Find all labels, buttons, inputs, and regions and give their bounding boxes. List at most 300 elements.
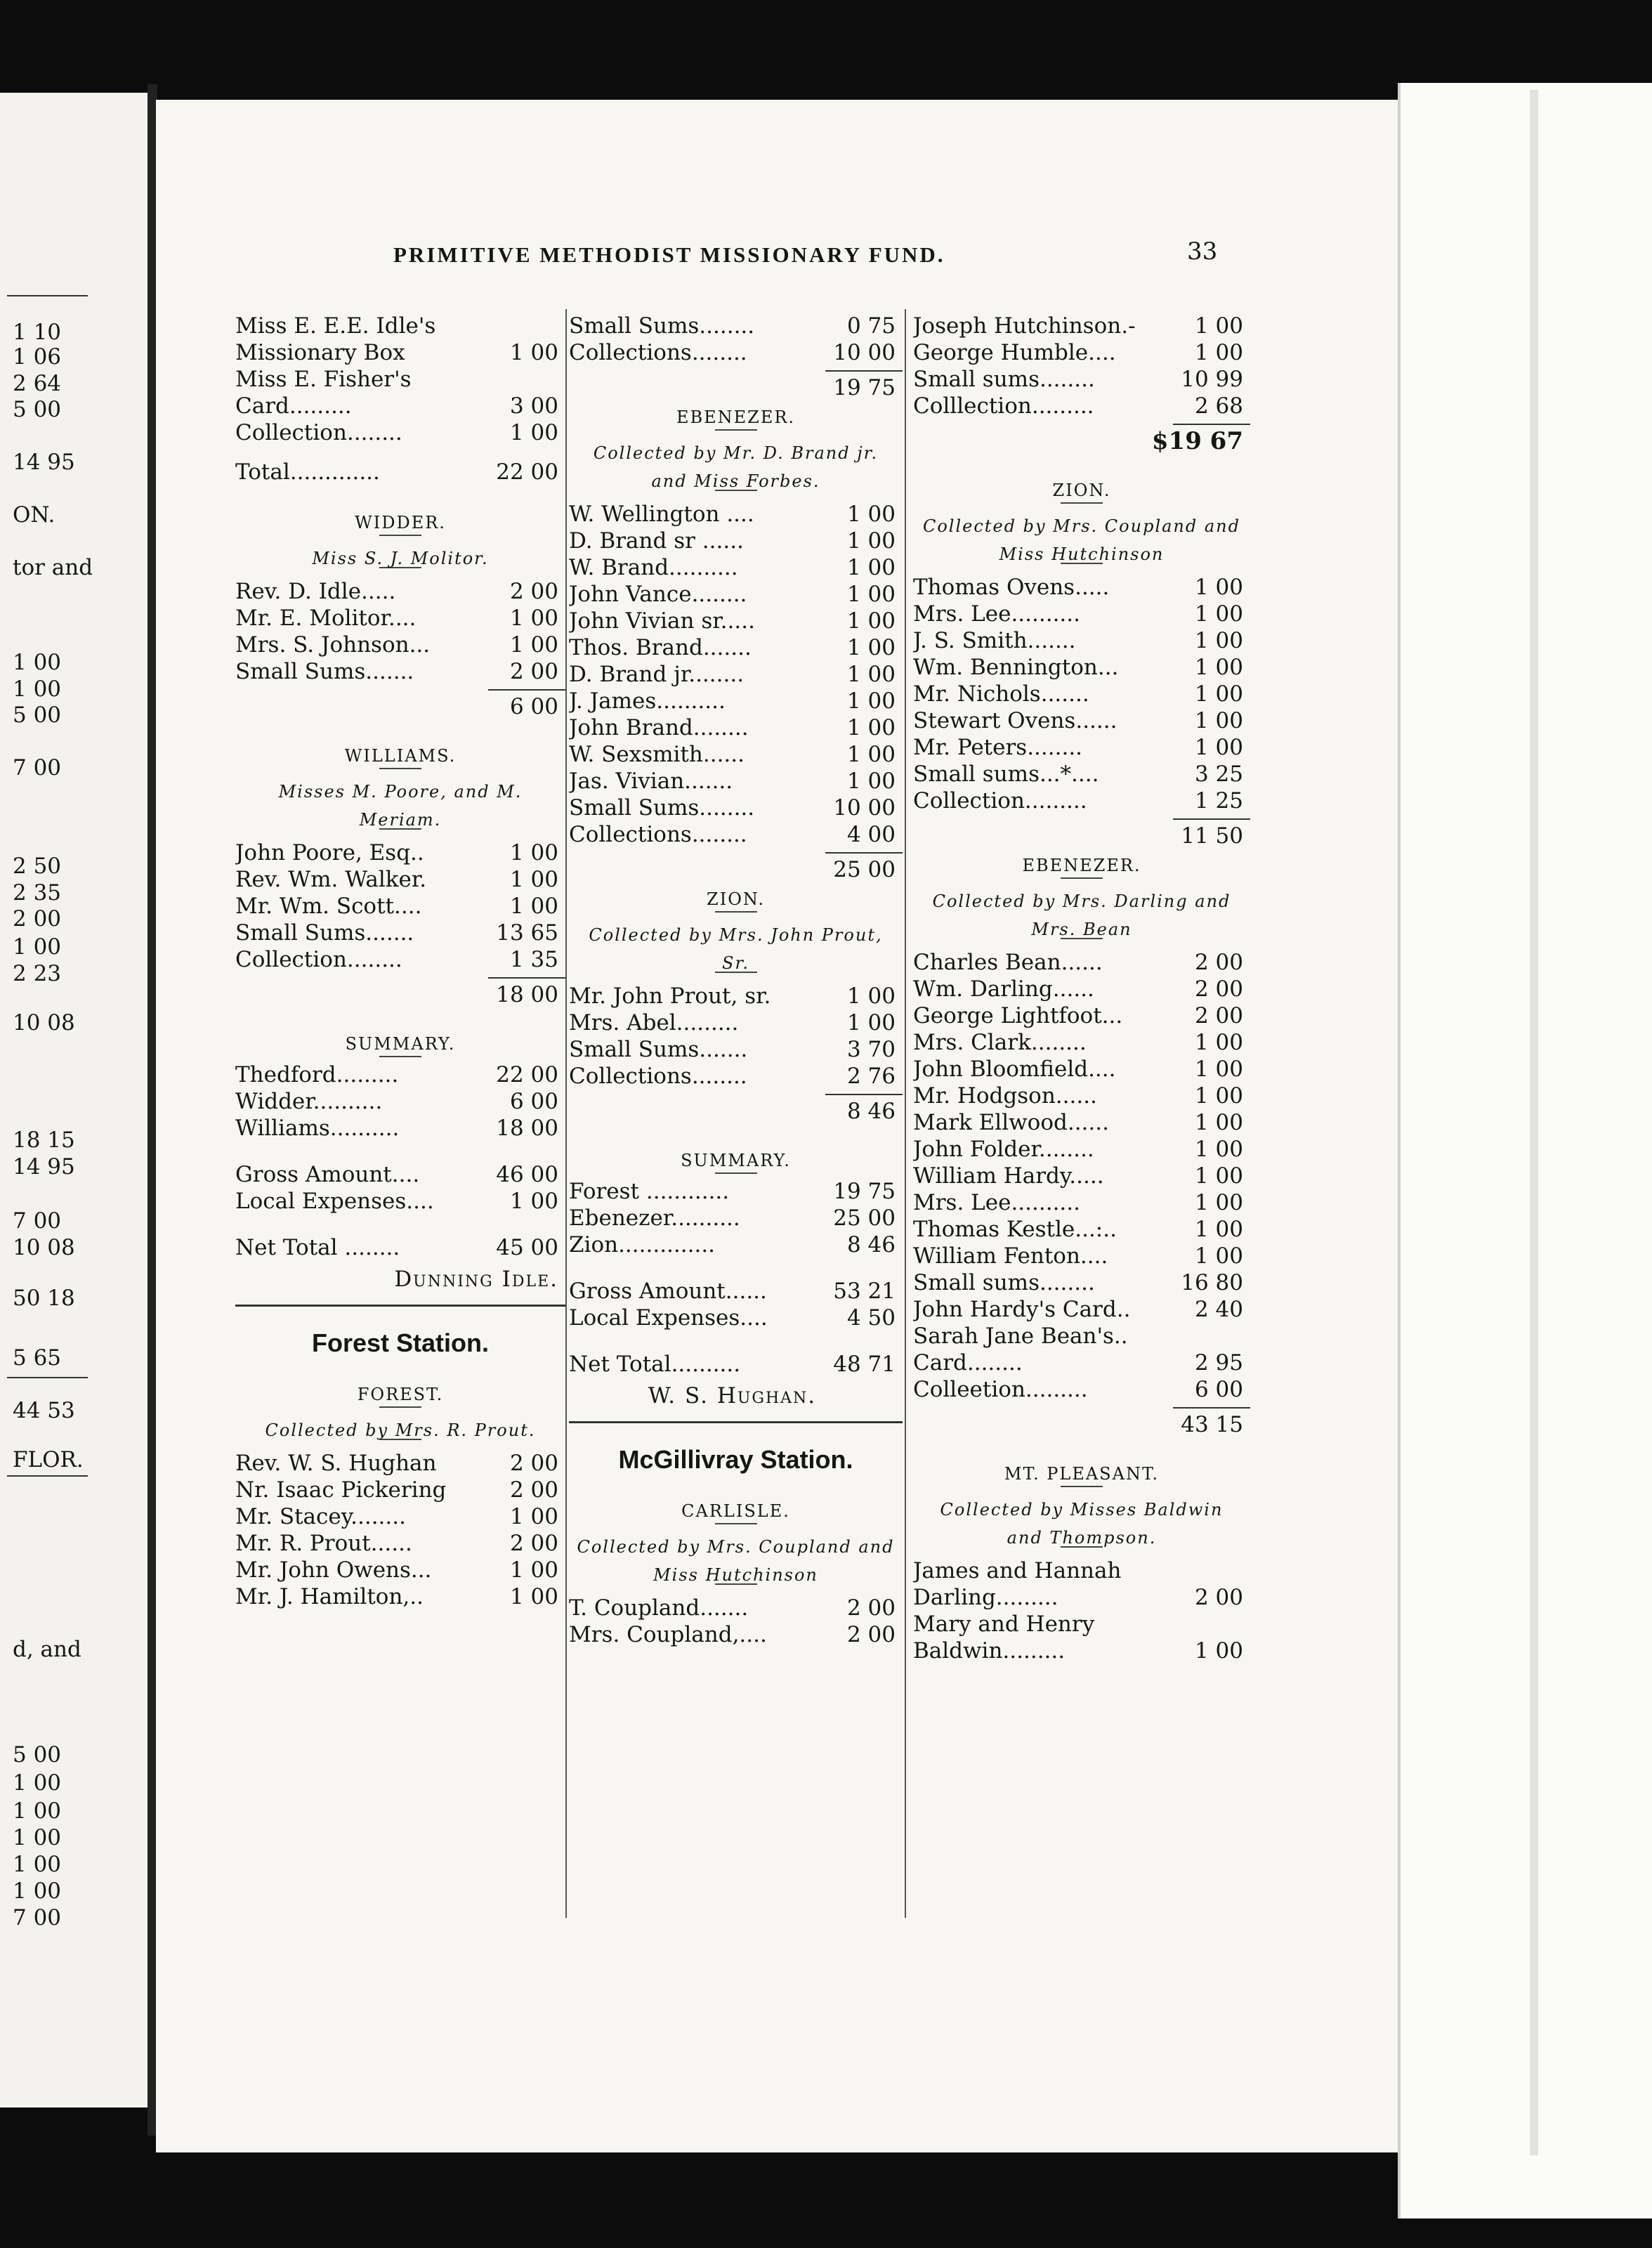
ledger-row <box>913 1243 1250 1269</box>
left-page-fragment: 1 00 <box>13 1852 62 1877</box>
entry-name: George Lightfoot... <box>913 1003 1123 1028</box>
ledger-row <box>569 501 903 528</box>
entry-amount: 1 00 <box>846 608 896 634</box>
collector-widder: Miss S. J. Molitor. <box>235 540 565 578</box>
ledger-row <box>913 788 1250 814</box>
column-divider <box>565 309 567 1918</box>
entry-name: Mary and Henry <box>913 1612 1095 1637</box>
entry-amount: 1 00 <box>846 528 896 554</box>
entry-name: Wm. Darling...... <box>913 976 1094 1002</box>
left-page-fragment: FLOR. <box>13 1447 84 1472</box>
entry-amount: 1 00 <box>509 340 558 365</box>
ledger-row <box>913 339 1250 366</box>
entry-amount: 1 00 <box>509 1504 558 1529</box>
carlisle-list <box>569 1595 903 1648</box>
entry-amount: 2 00 <box>1194 1003 1243 1028</box>
entry-name: Mr. Stacey........ <box>235 1504 406 1529</box>
ledger-row <box>235 393 565 419</box>
entry-amount: 1 00 <box>846 984 896 1009</box>
ledger-row <box>913 1136 1250 1163</box>
col3-top-total: $19 67 <box>913 424 1250 453</box>
entry-amount: 6 00 <box>1194 1377 1243 1402</box>
entry-name: Mrs. Coupland,.... <box>569 1622 767 1647</box>
left-page-fragment: 2 50 <box>13 854 62 879</box>
ledger-row <box>569 1231 903 1258</box>
entry-name: Mrs. Lee.......... <box>913 601 1080 627</box>
ledger-row <box>235 632 565 658</box>
widder-total: 6 00 <box>235 689 565 719</box>
net-total-row <box>235 1234 565 1261</box>
col1-top-list <box>235 313 565 446</box>
ledger-row <box>913 627 1250 654</box>
entry-amount: 1 00 <box>1194 681 1243 707</box>
entry-name: Zion.............. <box>569 1232 716 1257</box>
entry-name: Collections........ <box>569 1064 747 1089</box>
left-page-fragment: ON. <box>13 502 55 528</box>
section-heading-forest: FOREST. <box>235 1377 565 1412</box>
ledger-row <box>913 1189 1250 1216</box>
entry-name: Small Sums....... <box>235 659 414 684</box>
ledger-row <box>913 1376 1250 1403</box>
entry-name: Widder.......... <box>235 1089 383 1114</box>
ledger-row <box>569 608 903 634</box>
left-page-fragment: 14 95 <box>13 450 75 475</box>
entry-amount: 13 65 <box>496 920 558 946</box>
col2-top-total: 19 75 <box>569 370 903 400</box>
entry-name: Rev. W. S. Hughan <box>235 1451 437 1476</box>
left-page-rule <box>7 1377 88 1378</box>
entry-amount: 2 00 <box>1194 950 1243 975</box>
entry-name: Ebenezer.......... <box>569 1205 740 1231</box>
ledger-row <box>913 1002 1250 1029</box>
entry-amount: 1 25 <box>1194 788 1243 813</box>
left-page-fragment: 1 06 <box>13 344 62 370</box>
entry-name: Mrs. S. Johnson... <box>235 632 431 658</box>
ledger-row <box>569 634 903 661</box>
ledger-row <box>913 601 1250 627</box>
ledger-row <box>235 313 565 339</box>
left-page-fragment: 10 08 <box>13 1235 75 1260</box>
entry-amount: 1 00 <box>509 840 558 865</box>
left-page-fragment: 1 00 <box>13 1770 62 1796</box>
column-3 <box>913 313 1250 1664</box>
entry-amount: 1 00 <box>1194 1638 1243 1664</box>
ledger-row <box>569 581 903 608</box>
ledger-row <box>913 1611 1250 1638</box>
collector-carlisle: Collected by Mrs. Coupland and Miss Hutchinson <box>569 1529 903 1595</box>
entry-name: Baldwin......... <box>913 1638 1066 1664</box>
ledger-row <box>569 688 903 714</box>
entry-name: Mrs. Clark........ <box>913 1030 1087 1055</box>
section-heading-carlisle: CARLISLE. <box>569 1494 903 1529</box>
left-page-fragment: 1 00 <box>13 1878 62 1904</box>
entry-name: D. Brand jr........ <box>569 662 745 687</box>
entry-amount: 3 70 <box>846 1037 896 1062</box>
widder-list <box>235 578 565 685</box>
left-page-fragment: 5 00 <box>13 1742 62 1767</box>
ledger-row <box>569 528 903 554</box>
ledger-row <box>913 1350 1250 1376</box>
ledger-row <box>569 661 903 688</box>
entry-amount: 2 00 <box>1194 1585 1243 1610</box>
entry-name: Thedford......... <box>235 1062 399 1087</box>
ledger-row <box>913 393 1250 419</box>
entry-name: Mr. Nichols....... <box>913 681 1089 707</box>
ledger-row <box>235 1450 565 1477</box>
entry-name: Collection......... <box>913 788 1087 813</box>
entry-amount: 1 00 <box>846 662 896 687</box>
entry-amount: 1 00 <box>846 688 896 714</box>
left-page-fragment: 7 00 <box>13 755 62 780</box>
entry-name: John Poore, Esq.. <box>235 840 424 865</box>
entry-amount: 1 00 <box>509 1557 558 1583</box>
entry-name: Nr. Isaac Pickering <box>235 1477 447 1503</box>
entry-name: J. James.......... <box>569 688 726 714</box>
left-page-fragment: 10 08 <box>13 1010 75 1035</box>
entry-name: Miss E. E.E. Idle's <box>235 313 436 339</box>
entry-amount: 4 50 <box>846 1305 896 1331</box>
left-page-fragment: 1 10 <box>13 320 62 345</box>
entry-name: Darling......... <box>913 1585 1058 1610</box>
entry-name: Rev. Wm. Walker. <box>235 867 427 892</box>
entry-name: Collection........ <box>235 420 402 445</box>
entry-name: Card........ <box>913 1350 1023 1375</box>
station-title-mcgillivray: McGillivray Station. <box>569 1421 903 1494</box>
entry-name: Mr. Wm. Scott.... <box>235 894 422 919</box>
entry-name: Mr. Peters........ <box>913 735 1083 760</box>
entry-amount: 3 00 <box>509 393 558 419</box>
ledger-row <box>913 761 1250 788</box>
entry-amount: 4 00 <box>846 822 896 847</box>
ledger-row <box>235 1530 565 1557</box>
entry-name: John Vance........ <box>569 582 747 607</box>
williams-total: 18 00 <box>235 977 565 1007</box>
entry-name: Collections........ <box>569 822 747 847</box>
ledger-row <box>913 1163 1250 1189</box>
summary-gross-list <box>235 1161 565 1215</box>
entry-amount: 1 00 <box>846 742 896 767</box>
entry-name: Small Sums........ <box>569 313 755 339</box>
entry-name: Rev. D. Idle..... <box>235 579 396 604</box>
mt-pleasant-list <box>913 1557 1250 1664</box>
ledger-row <box>569 1063 903 1090</box>
entry-name: Mr. John Prout, sr. <box>569 984 771 1009</box>
signature: W. S. Hughan. <box>648 1383 817 1409</box>
entry-amount: 2 00 <box>509 1531 558 1556</box>
entry-name: Mr. J. Hamilton,.. <box>235 1584 424 1609</box>
zion-total: 11 50 <box>913 818 1250 848</box>
ledger-row <box>913 1109 1250 1136</box>
entry-name: George Humble.... <box>913 340 1116 365</box>
left-page-fragment: 18 15 <box>13 1128 75 1153</box>
entry-amount: 1 00 <box>1194 1057 1243 1082</box>
entry-amount: 1 00 <box>846 769 896 794</box>
entry-amount: 1 00 <box>846 635 896 660</box>
entry-amount: 2 00 <box>509 1477 558 1503</box>
collector-ebenezer: Collected by Mrs. Darling and Mrs. Bean <box>913 883 1250 949</box>
left-page-fragment: 2 00 <box>13 906 62 932</box>
entry-amount: 18 00 <box>496 1116 558 1141</box>
entry-name: William Hardy..... <box>913 1163 1104 1189</box>
entry-name: Collections........ <box>569 340 747 365</box>
entry-name: Thomas Kestle...:.. <box>913 1217 1117 1242</box>
entry-name: Mr. Hodgson...... <box>913 1083 1097 1109</box>
ledger-row <box>569 1205 903 1231</box>
ledger-row <box>235 578 565 605</box>
net-total-label: Net Total ........ <box>235 1235 400 1260</box>
entry-amount: 3 25 <box>1194 762 1243 787</box>
entry-name: Thomas Ovens..... <box>913 575 1110 600</box>
ledger-row <box>913 681 1250 707</box>
ledger-row <box>235 1583 565 1610</box>
page-header-title: PRIMITIVE METHODIST MISSIONARY FUND. <box>393 242 945 267</box>
ledger-row <box>235 866 565 893</box>
entry-name: John Folder........ <box>913 1137 1094 1162</box>
entry-amount: 2 00 <box>509 659 558 684</box>
ledger-row <box>913 1216 1250 1243</box>
entry-name: Sarah Jane Bean's.. <box>913 1324 1128 1349</box>
left-page-fragment: 2 64 <box>13 371 62 396</box>
left-page-rule <box>7 1475 88 1477</box>
ledger-row <box>913 313 1250 339</box>
entry-name: W. Sexsmith...... <box>569 742 745 767</box>
left-page-fragment: 5 65 <box>13 1345 62 1371</box>
collector-zion: Collected by Mrs. Coupland and Miss Hutchinson <box>913 508 1250 574</box>
entry-name: Mrs. Lee.......... <box>913 1190 1080 1215</box>
ledger-row <box>569 339 903 366</box>
left-page-rule <box>7 295 88 296</box>
left-page-fragment: 1 00 <box>13 677 62 702</box>
ledger-row <box>569 313 903 339</box>
collector-williams: Misses M. Poore, and M. Meriam. <box>235 773 565 839</box>
entry-name: Joseph Hutchinson.- <box>913 313 1136 339</box>
ledger-row <box>913 1083 1250 1109</box>
entry-amount: 2 00 <box>509 579 558 604</box>
entry-name: Thos. Brand....... <box>569 635 752 660</box>
left-page-fragment: 1 00 <box>13 650 62 675</box>
page-edge-shadow <box>1530 90 1538 2155</box>
section-heading-zion: ZION. <box>913 473 1250 508</box>
entry-amount: 1 00 <box>846 715 896 740</box>
net-total-amount: 45 00 <box>496 1235 558 1260</box>
left-page-fragment: 5 00 <box>13 702 62 728</box>
entry-amount: 1 00 <box>1194 340 1243 365</box>
entry-name: James and Hannah <box>913 1558 1122 1583</box>
station-title-forest: Forest Station. <box>235 1305 565 1377</box>
ledger-row <box>913 366 1250 393</box>
left-page-fragment: 7 00 <box>13 1208 62 1234</box>
entry-amount: 8 46 <box>846 1232 896 1257</box>
section-heading-williams: WILLIAMS. <box>235 738 565 773</box>
entry-amount: 19 75 <box>833 1179 896 1204</box>
entry-name: Mark Ellwood...... <box>913 1110 1109 1135</box>
entry-name: Small sums...*.... <box>913 762 1099 787</box>
entry-name: John Brand........ <box>569 715 749 740</box>
entry-amount: 1 00 <box>509 606 558 631</box>
williams-list <box>235 839 565 973</box>
entry-name: John Bloomfield.... <box>913 1057 1116 1082</box>
entry-name: Colllection......... <box>913 393 1094 419</box>
entry-name: Mr. E. Molitor.... <box>235 606 417 631</box>
entry-name: Collection........ <box>235 947 402 972</box>
entry-name: Forest ............ <box>569 1179 730 1204</box>
entry-name: Mr. John Owens... <box>235 1557 432 1583</box>
ledger-row <box>235 946 565 973</box>
entry-amount: 2 68 <box>1194 393 1243 419</box>
net-total-row <box>569 1351 903 1378</box>
left-page-fragment: 14 95 <box>13 1154 75 1179</box>
entry-amount: 1 00 <box>1194 575 1243 600</box>
left-page-fragment: 1 00 <box>13 1798 62 1824</box>
signature: Dunning Idle. <box>394 1267 558 1292</box>
entry-amount: 2 76 <box>846 1064 896 1089</box>
entry-amount: 1 00 <box>509 632 558 658</box>
ledger-row <box>235 419 565 446</box>
ledger-row <box>235 1557 565 1583</box>
section-heading-mt-pleasant: MT. PLEASANT. <box>913 1456 1250 1491</box>
entry-amount: 1 00 <box>1194 1243 1243 1269</box>
entry-amount: 1 00 <box>1194 1083 1243 1109</box>
entry-name: Miss E. Fisher's <box>235 367 412 392</box>
zion-list <box>569 983 903 1090</box>
entry-name: Mrs. Abel......... <box>569 1010 739 1035</box>
left-page-fragment: tor and <box>13 555 93 580</box>
entry-amount: 53 21 <box>833 1279 896 1304</box>
entry-amount: 1 00 <box>1194 1217 1243 1242</box>
ledger-row <box>235 839 565 866</box>
entry-amount: 1 00 <box>1194 1030 1243 1055</box>
entry-amount: 1 00 <box>846 555 896 580</box>
entry-amount: 0 75 <box>846 313 896 339</box>
ledger-row <box>569 714 903 741</box>
column-2 <box>569 313 903 1648</box>
entry-name: Wm. Bennington... <box>913 655 1119 680</box>
ledger-row <box>235 339 565 366</box>
entry-name: T. Coupland....... <box>569 1595 749 1621</box>
entry-amount: 2 00 <box>1194 976 1243 1002</box>
ledger-row <box>235 658 565 685</box>
collector-forest: Collected by Mrs. R. Prout. <box>235 1412 565 1450</box>
entry-name: D. Brand sr ...... <box>569 528 744 554</box>
entry-amount: 16 80 <box>1181 1270 1243 1295</box>
left-page-fragment: 2 35 <box>13 880 62 906</box>
entry-amount: 22 00 <box>496 1062 558 1087</box>
entry-name: Small sums........ <box>913 1270 1095 1295</box>
entry-name: Gross Amount...... <box>569 1279 767 1304</box>
entry-amount: 2 95 <box>1194 1350 1243 1375</box>
entry-amount: 1 00 <box>1194 708 1243 733</box>
left-page-fragment: 50 18 <box>13 1286 75 1311</box>
section-heading-ebenezer: EBENEZER. <box>569 400 903 435</box>
entry-amount: 2 40 <box>1194 1297 1243 1322</box>
ledger-row <box>913 1557 1250 1584</box>
ledger-row <box>569 1278 903 1305</box>
col3-top-list <box>913 313 1250 419</box>
ledger-row <box>569 1036 903 1063</box>
entry-name: W. Wellington .... <box>569 502 754 527</box>
left-page-fragment: 5 00 <box>13 397 62 422</box>
entry-amount: 10 00 <box>833 340 896 365</box>
ledger-row <box>235 1115 565 1142</box>
left-page-fragment: 1 00 <box>13 1825 62 1850</box>
ledger-row <box>913 1638 1250 1664</box>
entry-amount: 1 00 <box>846 502 896 527</box>
section-heading-summary: SUMMARY. <box>235 1026 565 1061</box>
entry-amount: 1 00 <box>509 867 558 892</box>
entry-amount: 1 00 <box>509 420 558 445</box>
entry-name: Small Sums....... <box>235 920 414 946</box>
left-page-fragment: d, and <box>13 1637 81 1662</box>
ledger-row <box>913 949 1250 976</box>
ebenezer-total: 43 15 <box>913 1407 1250 1437</box>
ledger-row <box>569 1621 903 1648</box>
ledger-row <box>913 1296 1250 1323</box>
ledger-row <box>235 1161 565 1188</box>
book-cover-edge <box>1398 83 1652 2218</box>
ledger-row <box>913 976 1250 1002</box>
entry-amount: 1 00 <box>846 582 896 607</box>
entry-name: W. Brand.......... <box>569 555 738 580</box>
entry-name: Mr. R. Prout...... <box>235 1531 412 1556</box>
summary-list <box>235 1061 565 1142</box>
column-divider <box>905 309 906 1918</box>
entry-amount: 46 00 <box>496 1162 558 1187</box>
zion-list <box>913 574 1250 814</box>
ledger-row <box>913 654 1250 681</box>
entry-amount: 1 00 <box>846 1010 896 1035</box>
ledger-row <box>569 795 903 821</box>
summary-list <box>569 1178 903 1258</box>
total-amount: 22 00 <box>496 459 558 485</box>
ledger-row <box>569 1595 903 1621</box>
forest-list <box>235 1450 565 1610</box>
entry-name: Stewart Ovens...... <box>913 708 1117 733</box>
section-heading-widder: WIDDER. <box>235 505 565 540</box>
entry-name: Local Expenses.... <box>569 1305 768 1331</box>
ledger-row <box>235 1503 565 1530</box>
col2-top-list <box>569 313 903 366</box>
ledger-row <box>235 920 565 946</box>
entry-name: Card......... <box>235 393 352 419</box>
entry-name: John Vivian sr..... <box>569 608 755 634</box>
ledger-row <box>235 605 565 632</box>
collector-zion: Collected by Mrs. John Prout, Sr. <box>569 917 903 983</box>
ledger-row <box>913 1323 1250 1350</box>
zion-total: 8 46 <box>569 1094 903 1123</box>
entry-amount: 1 35 <box>509 947 558 972</box>
entry-amount: 2 00 <box>846 1622 896 1647</box>
entry-amount: 1 00 <box>1194 1110 1243 1135</box>
left-page-fragment: 7 00 <box>13 1905 62 1930</box>
ledger-row <box>569 1178 903 1205</box>
section-heading-ebenezer: EBENEZER. <box>913 848 1250 883</box>
net-total-amount: 48 71 <box>833 1352 896 1377</box>
ledger-row <box>569 741 903 768</box>
ledger-row <box>913 1056 1250 1083</box>
ledger-row <box>569 1009 903 1036</box>
entry-amount: 1 00 <box>1194 313 1243 339</box>
entry-name: Gross Amount.... <box>235 1162 420 1187</box>
entry-amount: 1 00 <box>509 894 558 919</box>
entry-amount: 1 00 <box>1194 628 1243 653</box>
ledger-row <box>235 366 565 393</box>
column-1 <box>235 313 565 1610</box>
entry-amount: 25 00 <box>833 1205 896 1231</box>
entry-amount: 1 00 <box>509 1189 558 1214</box>
entry-name: Small sums........ <box>913 367 1095 392</box>
left-page-fragment: 2 23 <box>13 961 62 986</box>
ledger-row <box>913 707 1250 734</box>
